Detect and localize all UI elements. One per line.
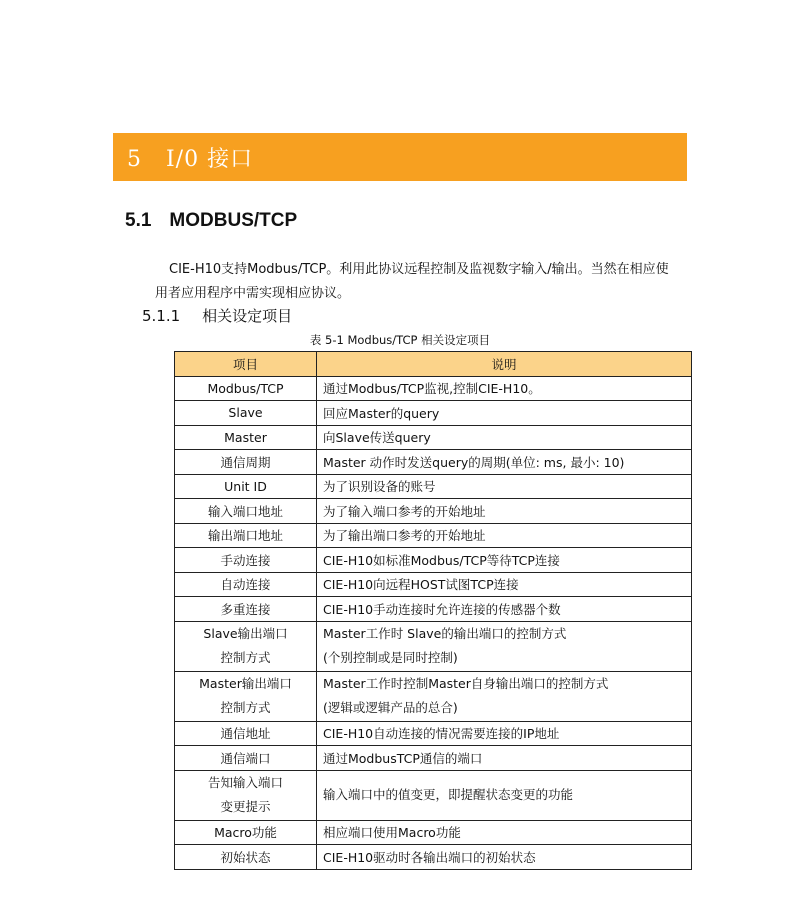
row-item-line-2: 控制方式 [220, 700, 271, 715]
table-row [175, 523, 692, 548]
row-item: Modbus/TCP [175, 376, 317, 401]
table-row [175, 621, 692, 671]
header-desc: 说明 [317, 352, 692, 377]
row-item [175, 770, 317, 820]
table-row [175, 376, 692, 401]
row-item: 手动连接 [175, 548, 317, 573]
table-row [175, 845, 692, 870]
table-row [175, 671, 692, 721]
table-header-row [175, 352, 692, 377]
row-desc-line-1: Master工作时 Slave的输出端口的控制方式 [323, 626, 567, 641]
table-row [175, 820, 692, 845]
row-item: 通信端口 [175, 746, 317, 771]
row-item: 通信周期 [175, 450, 317, 475]
row-desc [317, 671, 692, 721]
settings-table [174, 351, 692, 870]
row-item: Macro功能 [175, 820, 317, 845]
table-row [175, 597, 692, 622]
intro-paragraph [125, 258, 690, 306]
row-desc-line-1: Master工作时控制Master自身输出端口的控制方式 [323, 676, 609, 691]
section-heading [125, 210, 297, 232]
header-item: 项目 [175, 352, 317, 377]
section-title: MODBUS/TCP [169, 210, 298, 231]
section-number: 5.1 [125, 210, 152, 231]
row-item-line-2: 控制方式 [220, 650, 271, 665]
row-item-line-1: Master输出端口 [199, 676, 292, 691]
row-item: 自动连接 [175, 572, 317, 597]
table-caption: 表 5-1 Modbus/TCP 相关设定项目 [309, 333, 491, 347]
row-desc: 回应Master的query [317, 401, 692, 426]
row-item-line-1: 告知输入端口 [207, 775, 283, 790]
intro-line-2: 用者应用程序中需实现相应协议。 [155, 286, 351, 301]
table-row [175, 770, 692, 820]
row-item: 输入端口地址 [175, 499, 317, 524]
row-desc: CIE-H10向远程HOST试图TCP连接 [317, 572, 692, 597]
intro-line-1: CIE-H10支持Modbus/TCP。利用此协议远程控制及监视数字输入/输出。当然在相应使 [169, 262, 669, 277]
row-desc: CIE-H10如标准Modbus/TCP等待TCP连接 [317, 548, 692, 573]
row-item: Master [175, 425, 317, 450]
chapter-heading [127, 142, 253, 173]
row-item: 多重连接 [175, 597, 317, 622]
table-row [175, 499, 692, 524]
table-row [175, 548, 692, 573]
table-row [175, 450, 692, 475]
table-row [175, 572, 692, 597]
table-row [175, 721, 692, 746]
row-desc: 通过ModbusTCP通信的端口 [317, 746, 692, 771]
row-desc: 相应端口使用Macro功能 [317, 820, 692, 845]
row-item [175, 671, 317, 721]
row-desc-line-2: (逻辑或逻辑产品的总合) [323, 700, 458, 715]
subsection-heading [142, 305, 292, 326]
row-item: Unit ID [175, 474, 317, 499]
row-desc: CIE-H10自动连接的情况需要连接的IP地址 [317, 721, 692, 746]
row-item [175, 621, 317, 671]
row-item: 初始状态 [175, 845, 317, 870]
row-desc: 向Slave传送query [317, 425, 692, 450]
chapter-title: I/0 接口 [165, 146, 254, 172]
row-desc: 通过Modbus/TCP监视,控制CIE-H10。 [317, 376, 692, 401]
row-desc: CIE-H10驱动时各输出端口的初始状态 [317, 845, 692, 870]
row-item-line-1: Slave输出端口 [203, 626, 288, 641]
table-row [175, 746, 692, 771]
row-item: 通信地址 [175, 721, 317, 746]
chapter-banner [113, 133, 687, 181]
row-item: Slave [175, 401, 317, 426]
subsection-title: 相关设定项目 [202, 307, 293, 325]
row-desc: Master 动作时发送query的周期(单位: ms, 最小: 10) [317, 450, 692, 475]
table-row [175, 425, 692, 450]
row-desc: 为了识别设备的账号 [317, 474, 692, 499]
table-row [175, 474, 692, 499]
row-desc: CIE-H10手动连接时允许连接的传感器个数 [317, 597, 692, 622]
row-desc [317, 621, 692, 671]
row-desc: 为了输入端口参考的开始地址 [317, 499, 692, 524]
row-desc: 为了输出端口参考的开始地址 [317, 523, 692, 548]
subsection-number: 5.1.1 [142, 307, 181, 325]
row-desc-line-2: (个别控制或是同时控制) [323, 650, 458, 665]
chapter-number: 5 [127, 146, 142, 172]
row-item-line-2: 变更提示 [220, 799, 271, 814]
row-item: 输出端口地址 [175, 523, 317, 548]
table-row [175, 401, 692, 426]
row-desc: 输入端口中的值变更，即提醒状态变更的功能 [317, 770, 692, 820]
